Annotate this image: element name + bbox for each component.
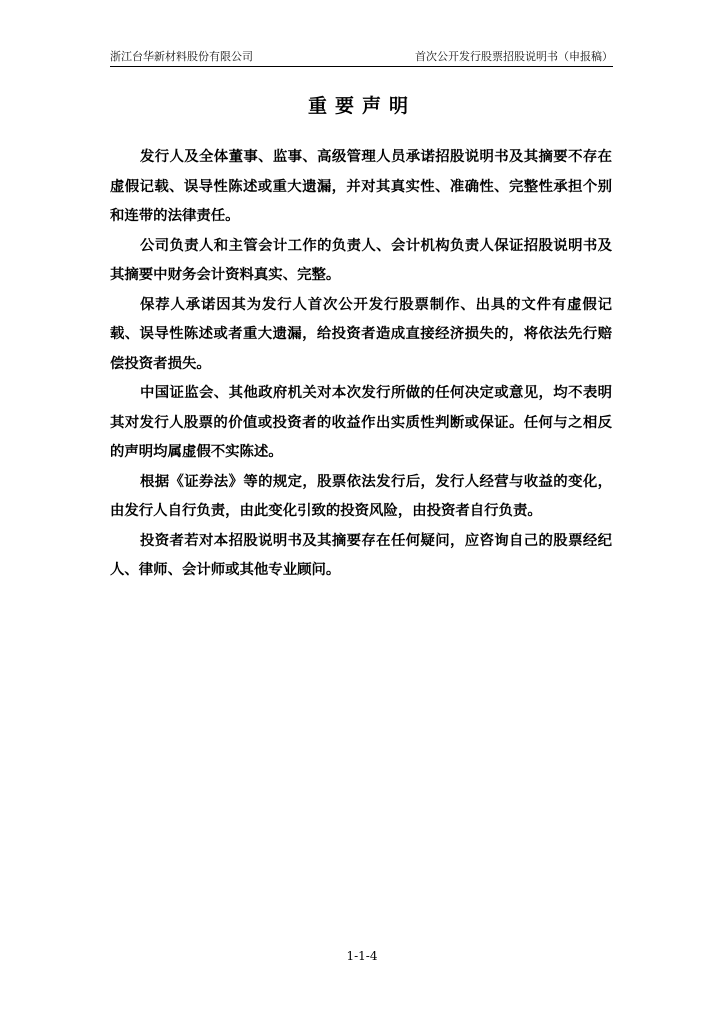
document-body — [110, 143, 612, 586]
page-title: 重要声明 — [307, 95, 416, 117]
header-document-name: 首次公开发行股票招股说明书（申报稿） — [415, 50, 613, 63]
paragraph: 公司负责人和主管会计工作的负责人、会计机构负责人保证招股说明书及其摘要中财务会计资料真实、完整。 — [110, 237, 612, 283]
paragraph: 保荐人承诺因其为发行人首次公开发行股票制作、出具的文件有虚假记载、误导性陈述或者重大遗漏，给投资者造成直接经济损失的，将依法先行赔偿投资者损失。 — [110, 296, 612, 372]
paragraph: 投资者若对本招股说明书及其摘要存在任何疑问，应咨询自己的股票经纪人、律师、会计师或其他专业顾问。 — [110, 532, 612, 578]
paragraph: 发行人及全体董事、监事、高级管理人员承诺招股说明书及其摘要不存在虚假记载、误导性陈述或重大遗漏，并对其真实性、准确性、完整性承担个别和连带的法律责任。 — [110, 149, 612, 224]
page-header — [110, 48, 613, 67]
header-company-name: 浙江台华新材料股份有限公司 — [110, 50, 253, 63]
paragraph: 中国证监会、其他政府机关对本次发行所做的任何决定或意见，均不表明其对发行人股票的价值或投资者的收益作出实质性判断或保证。任何与之相反的声明均属虚假不实陈述。 — [110, 385, 612, 460]
paragraph: 根据《证券法》等的规定，股票依法发行后，发行人经营与收益的变化，由发行人自行负责，由此变化引致的投资风险，由投资者自行负责。 — [110, 473, 612, 519]
page-number: 1-1-4 — [346, 949, 378, 963]
